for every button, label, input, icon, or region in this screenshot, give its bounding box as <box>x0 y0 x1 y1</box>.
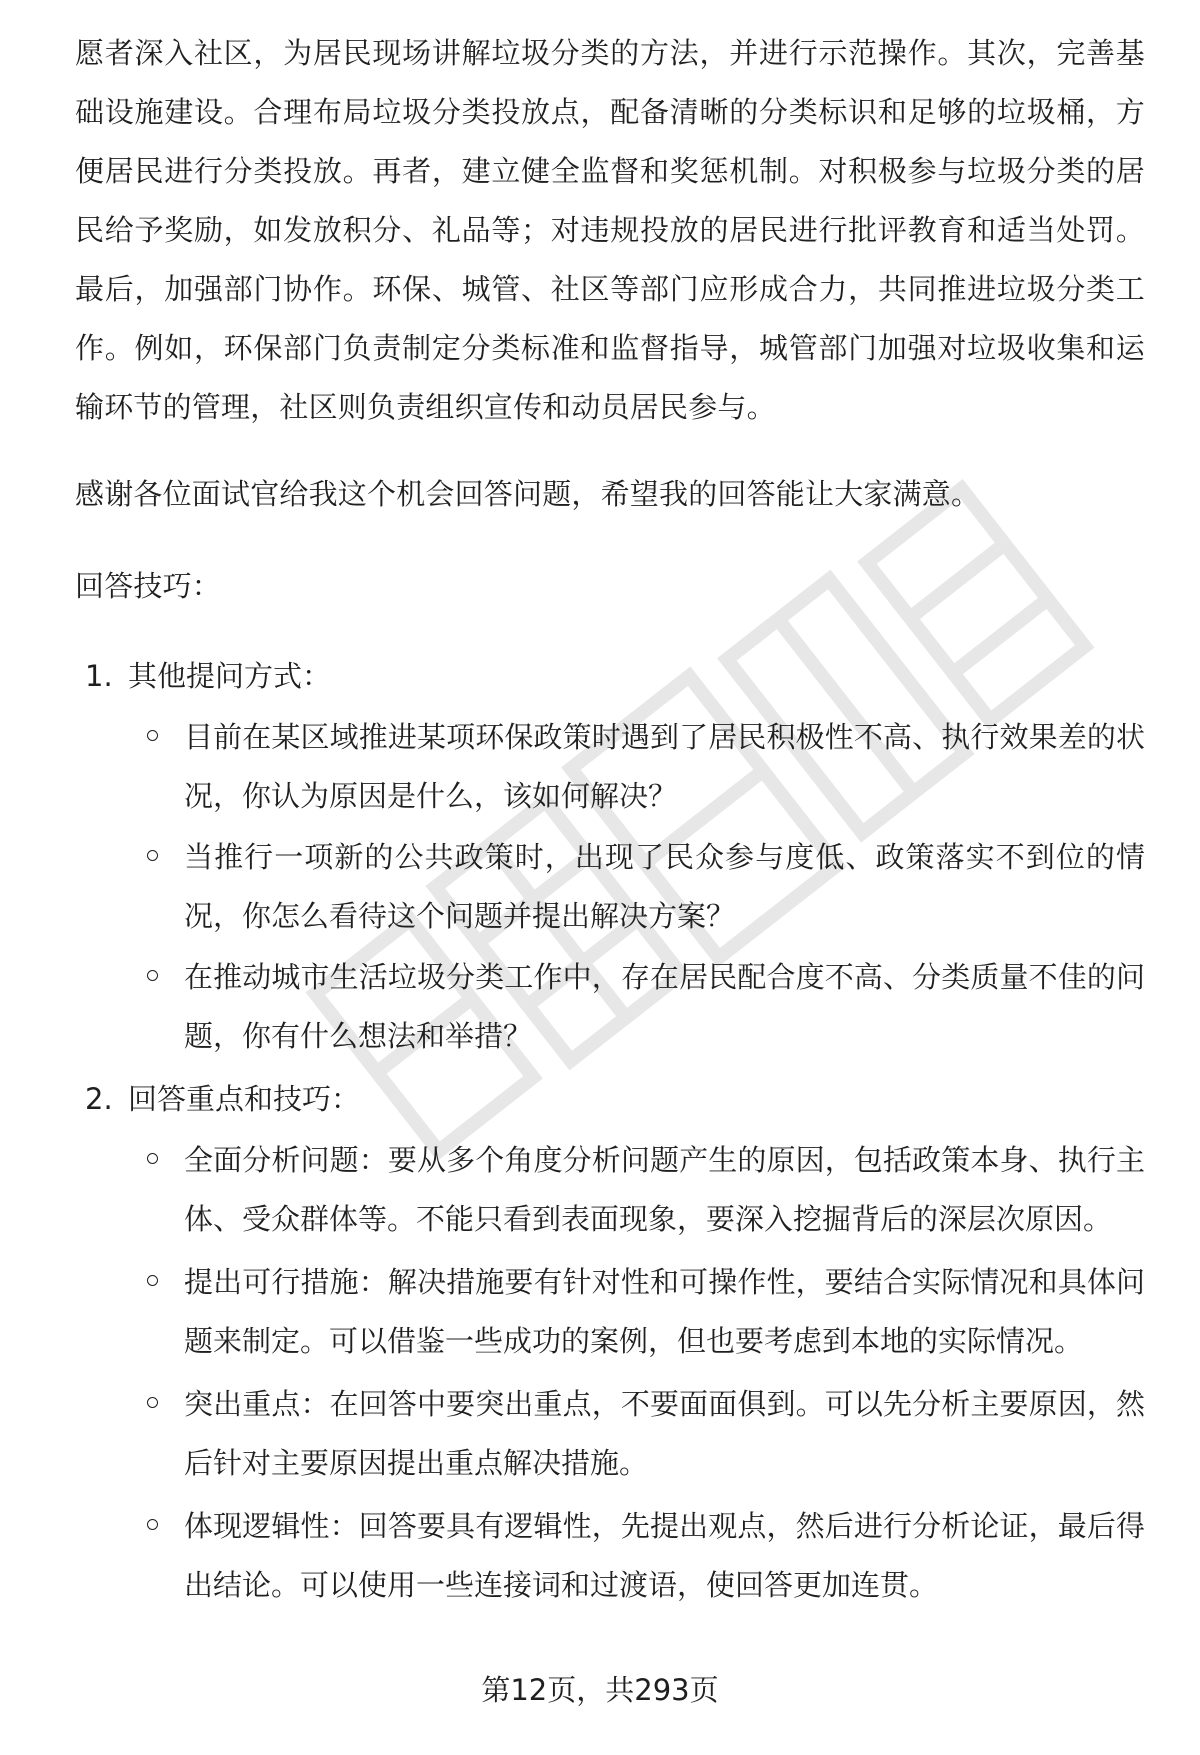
tips-heading: 回答技巧： <box>75 569 222 603</box>
hollow-circle-bullet-icon <box>147 1397 158 1408</box>
list-item-title: 回答重点和技巧： <box>128 1082 361 1116</box>
list-item <box>128 1131 1145 1249</box>
list-item-text: 体现逻辑性：回答要具有逻辑性，先提出观点，然后进行分析论证，最后得出结论。可以使用一些连接词和过渡语，使回答更加连贯。 <box>184 1509 1145 1602</box>
hollow-circle-bullet-icon <box>147 730 158 741</box>
list-number: 1. <box>85 659 113 693</box>
list-item-answer-tips <box>75 1070 1145 1615</box>
list-item <box>128 1497 1145 1615</box>
list-item <box>128 1253 1145 1371</box>
page-footer: 第12页，共293页 <box>481 1673 719 1707</box>
sub-list <box>128 1131 1145 1615</box>
list-item-text: 当推行一项新的公共政策时，出现了民众参与度低、政策落实不到位的情况，你怎么看待这个问题并提出解决方案？ <box>184 840 1145 933</box>
list-item <box>128 948 1145 1066</box>
intro-paragraph: 愿者深入社区，为居民现场讲解垃圾分类的方法，并进行示范操作。其次，完善基础设施建设。合理布局垃圾分类投放点，配备清晰的分类标识和足够的垃圾桶，方便居民进行分类投放。再者，建立健全监督和奖惩机制。对积极参与垃圾分类的居民给予奖励，如发放积分、礼品等；对违规投放的居民进行批评教育和适当处罚。最后，加强部门协作。环保、城管、社区等部门应形成合力，共同推进垃圾分类工作。例如，环保部门负责制定分类标准和监督指导，城管部门加强对垃圾收集和运输环节的管理，社区则负责组织宣传和动员居民参与。 <box>75 36 1145 424</box>
list-item-text: 目前在某区域推进某项环保政策时遇到了居民积极性不高、执行效果差的状况，你认为原因是什么，该如何解决？ <box>184 720 1145 813</box>
numbered-list <box>75 647 1145 1615</box>
list-item-other-questions <box>75 647 1145 1066</box>
list-number: 2. <box>85 1082 113 1116</box>
list-item-text: 提出可行措施：解决措施要有针对性和可操作性，要结合实际情况和具体问题来制定。可以借鉴一些成功的案例，但也要考虑到本地的实际情况。 <box>184 1265 1145 1358</box>
sub-list <box>128 708 1145 1066</box>
hollow-circle-bullet-icon <box>147 970 158 981</box>
list-item-title: 其他提问方式： <box>128 659 332 693</box>
list-item <box>128 828 1145 946</box>
document-page <box>75 24 1145 1619</box>
hollow-circle-bullet-icon <box>147 1275 158 1286</box>
list-item-text: 突出重点：在回答中要突出重点，不要面面俱到。可以先分析主要原因，然后针对主要原因提出重点解决措施。 <box>184 1387 1145 1480</box>
list-item <box>128 1375 1145 1493</box>
hollow-circle-bullet-icon <box>147 850 158 861</box>
hollow-circle-bullet-icon <box>147 1153 158 1164</box>
list-item-text: 全面分析问题：要从多个角度分析问题产生的原因，包括政策本身、执行主体、受众群体等。不能只看到表面现象，要深入挖掘背后的深层次原因。 <box>184 1143 1145 1236</box>
thanks-paragraph: 感谢各位面试官给我这个机会回答问题，希望我的回答能让大家满意。 <box>75 477 981 511</box>
hollow-circle-bullet-icon <box>147 1519 158 1530</box>
list-item-text: 在推动城市生活垃圾分类工作中，存在居民配合度不高、分类质量不佳的问题，你有什么想法和举措？ <box>184 960 1145 1053</box>
list-item <box>128 708 1145 826</box>
